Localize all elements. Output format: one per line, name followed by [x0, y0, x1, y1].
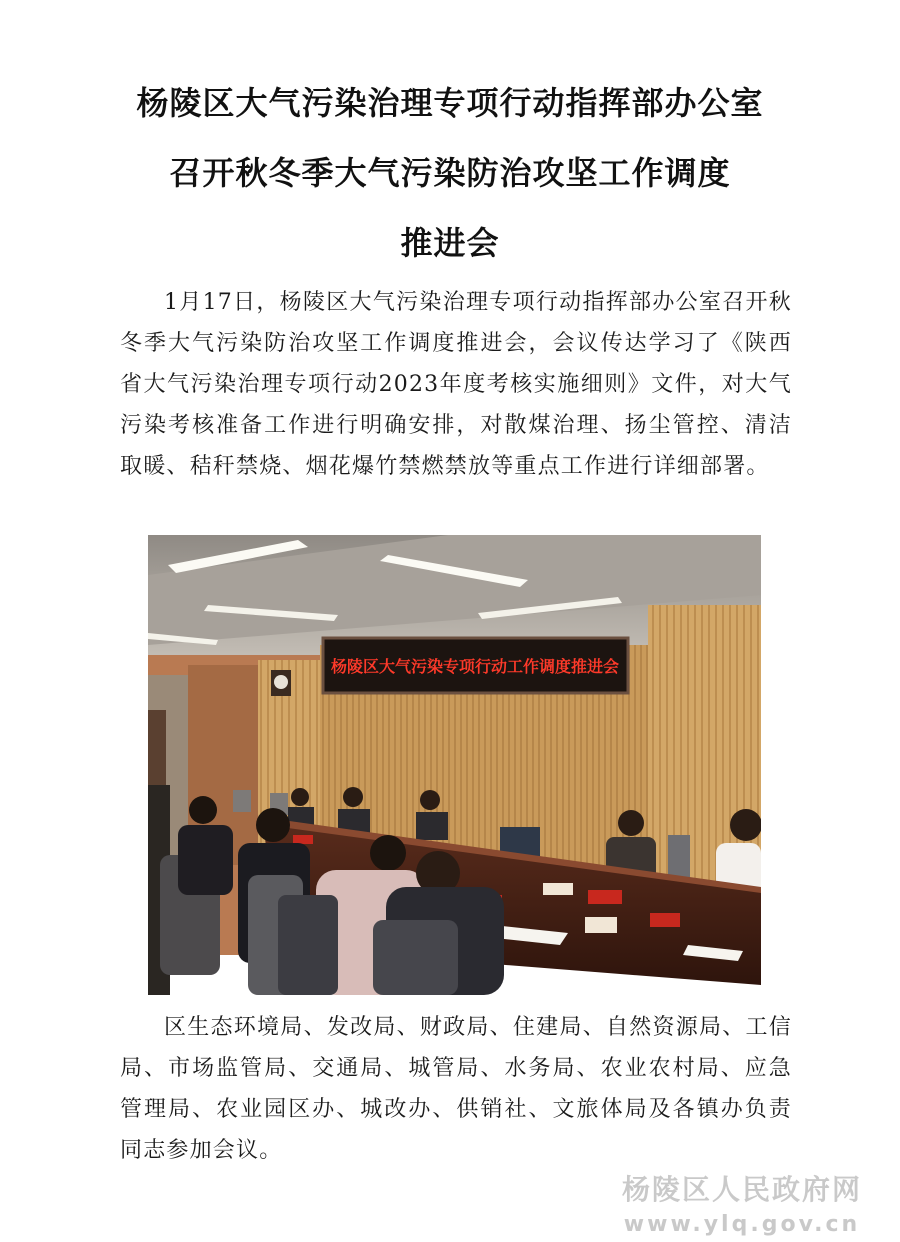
title-line-1: 杨陵区大气污染治理专项行动指挥部办公室 [136, 84, 764, 122]
watermark-url: www.ylq.gov.cn [623, 1212, 861, 1237]
title-line-3: 推进会 [400, 224, 500, 262]
site-watermark [622, 1168, 862, 1237]
meeting-photo [148, 535, 761, 995]
body-paragraph-2: 区生态环境局、发改局、财政局、住建局、自然资源局、工信局、市场监管局、交通局、城管局、水务局、农业农村局、应急管理局、农业园区办、城改办、供销社、文旅体局及各镇办负责同志参加会议。 [120, 1015, 792, 1163]
title-line-2: 召开秋冬季大气污染防治攻坚工作调度 [169, 154, 731, 192]
body-paragraph-1: 1月17日，杨陵区大气污染治理专项行动指挥部办公室召开秋冬季大气污染防治攻坚工作调度推进会，会议传达学习了《陕西省大气污染治理专项行动2023年度考核实施细则》文件，对大气污染考核准备工作进行明确安排，对散煤治理、扬尘管控、清洁取暖、秸秆禁烧、烟花爆竹禁燃禁放等重点工作进行详细部署。 [120, 290, 792, 479]
watermark-name: 杨陵区人民政府网 [621, 1173, 862, 1206]
banner-text: 杨陵区大气污染专项行动工作调度推进会 [330, 657, 620, 676]
